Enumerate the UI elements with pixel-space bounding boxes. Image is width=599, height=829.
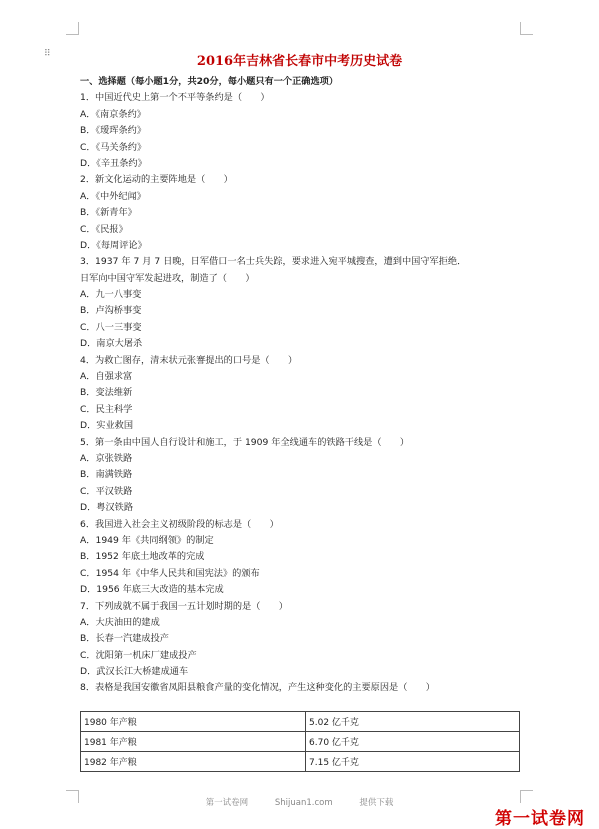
table-cell: 6.70 亿千克 (306, 732, 520, 752)
drag-handle-icon[interactable]: ⠿ (44, 49, 52, 59)
question-line: C．1954 年《中华人民共和国宪法》的颁布 (80, 567, 260, 579)
question-line: B．卢沟桥事变 (80, 305, 142, 317)
question-line: B．南满铁路 (80, 469, 133, 481)
question-line: D．粤汉铁路 (80, 502, 134, 514)
question-line: B．变法维新 (80, 387, 133, 399)
table-cell: 5.02 亿千克 (306, 712, 520, 732)
question-line: C．《民报》 (80, 223, 128, 235)
question-line: B．长春一汽建成投产 (80, 633, 169, 645)
question-line: D．1956 年底三大改造的基本完成 (80, 584, 224, 596)
brand-logo: 第一试卷网 (495, 809, 585, 829)
table-cell: 1982 年产粮 (81, 752, 306, 772)
page-corner-mark (520, 22, 533, 35)
question-line: 日军向中国守军发起进攻，制造了（ ） (80, 272, 255, 284)
section-heading: 一、选择题（每小题1分，共20分，每小题只有一个正确选项） (80, 76, 339, 87)
footer-right: 提供下载 (359, 798, 394, 808)
question-line: D．实业救国 (80, 420, 134, 432)
footer-center: Shijuan1.com (274, 798, 333, 808)
question-line: A．《南京条约》 (80, 108, 146, 120)
question-line: D．武汉长江大桥建成通车 (80, 666, 189, 678)
question-line: 7．下列成就不属于我国一五计划时期的是（ ） (80, 600, 288, 612)
footer-left: 第一试卷网 (205, 798, 249, 808)
question-line: A．九一八事变 (80, 289, 142, 301)
question-line: D．《每周评论》 (80, 239, 147, 251)
question-line: C．民主科学 (80, 403, 133, 415)
question-line: 5．第一条由中国人自行设计和施工，于 1909 年全线通车的铁路干线是（ ） (80, 436, 410, 448)
table-cell: 7.15 亿千克 (306, 752, 520, 772)
table-row (81, 752, 520, 772)
table-cell: 1981 年产粮 (81, 732, 306, 752)
data-table (80, 711, 520, 772)
question-line: C．平汉铁路 (80, 485, 133, 497)
question-line: D．《辛丑条约》 (80, 157, 147, 169)
question-line: B．《新青年》 (80, 207, 137, 219)
question-line: A．1949 年《共同纲领》的制定 (80, 534, 214, 546)
question-line: C．沈阳第一机床厂建成投产 (80, 649, 197, 661)
question-line: 1．中国近代史上第一个不平等条约是（ ） (80, 92, 270, 104)
question-line: A．《中外纪闻》 (80, 190, 146, 202)
question-list (80, 74, 520, 697)
question-line: A．京张铁路 (80, 452, 133, 464)
question-line: A．自强求富 (80, 371, 133, 383)
question-line: B．1952 年底土地改革的完成 (80, 551, 205, 563)
question-line: C．八一三事变 (80, 321, 142, 333)
question-line: 3．1937 年 7 月 7 日晚，日军借口一名士兵失踪，要求进入宛平城搜查，遭到中国守军拒绝． (80, 256, 467, 268)
table-row (81, 732, 520, 752)
table-cell: 1980 年产粮 (81, 712, 306, 732)
question-line: 6．我国进入社会主义初级阶段的标志是（ ） (80, 518, 279, 530)
question-line: 4．为救亡图存，清末状元张謇提出的口号是（ ） (80, 354, 298, 366)
table-row (81, 712, 520, 732)
question-line: C．《马关条约》 (80, 141, 147, 153)
question-line: A．大庆油田的建成 (80, 616, 160, 628)
question-line: D．南京大屠杀 (80, 338, 143, 350)
page-corner-mark (66, 22, 79, 35)
question-line: 8．表格是我国安徽省凤阳县粮食产量的变化情况，产生这种变化的主要原因是（ ） (80, 682, 435, 694)
question-line: B．《瑷珲条约》 (80, 125, 147, 137)
question-line: 2．新文化运动的主要阵地是（ ） (80, 174, 233, 186)
page-title: 2016年吉林省长春市中考历史试卷 (196, 54, 403, 69)
